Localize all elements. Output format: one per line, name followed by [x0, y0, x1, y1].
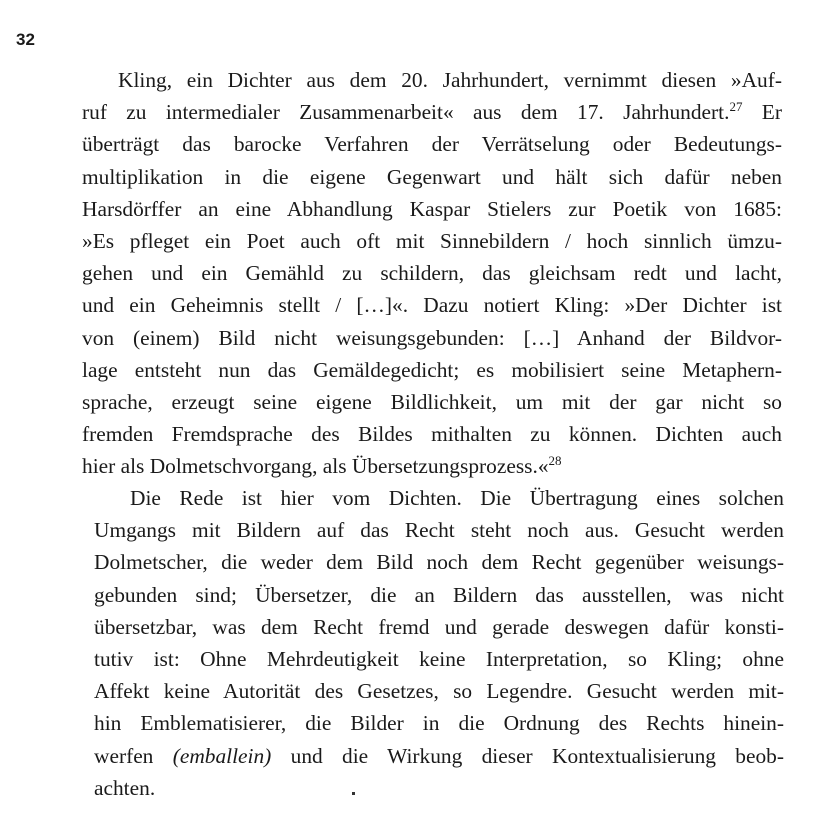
- text-line: Kling, ein Dichter aus dem 20. Jahrhundert, vernimmt diesen »Auf-: [118, 68, 782, 92]
- paragraph-1: [82, 64, 782, 482]
- text-line-tail: Er: [742, 100, 782, 125]
- page-number: 32: [16, 30, 35, 49]
- text-line-content: ruf zu intermedialer Zusammenarbeit« aus dem 17. Jahrhundert.: [82, 100, 730, 125]
- text-line: Affekt keine Autorität des Gesetzes, so Legendre. Gesucht werden mit-: [94, 679, 784, 704]
- paragraph-2: [94, 482, 784, 804]
- text-line: multiplikation in die eigene Gegenwart und hält sich dafür neben: [82, 164, 782, 189]
- text-line: gebunden sind; Übersetzer, die an Bildern das ausstellen, was nicht: [94, 582, 784, 607]
- text-line: hin Emblematisierer, die Bilder in die Ordnung des Rechts hinein-: [94, 711, 784, 736]
- stray-dot: [352, 792, 355, 795]
- text-line: [82, 450, 782, 482]
- text-line: gehen und ein Gemähld zu schildern, das gleichsam redt und lacht,: [82, 261, 782, 286]
- text-line: sprache, erzeugt seine eigene Bildlichkeit, um mit der gar nicht so: [82, 389, 782, 414]
- text-line: [82, 96, 782, 128]
- text-line: und ein Geheimnis stellt / […]«. Dazu notiert Kling: »Der Dichter ist: [82, 293, 782, 318]
- text-line: achten.: [94, 775, 156, 800]
- footnote-marker: 28: [548, 453, 562, 469]
- text-line: »Es pfleget ein Poet auch oft mit Sinnebildern / hoch sinnlich ümzu-: [82, 228, 782, 253]
- text-line-prefix: werfen: [94, 743, 173, 768]
- text-line: tutiv ist: Ohne Mehrdeutigkeit keine Interpretation, so Kling; ohne: [94, 646, 784, 671]
- text-line-content: hier als Dolmetschvorgang, als Übersetzungsprozess.«: [82, 454, 549, 479]
- text-line-content: und die Wirkung dieser Kontextualisierung beob-: [290, 743, 784, 768]
- text-line: fremden Fremdsprache des Bildes mithalten zu können. Dichten auch: [82, 422, 782, 447]
- text-line: Dolmetscher, die weder dem Bild noch dem Recht gegenüber weisungs-: [94, 550, 784, 575]
- text-line: überträgt das barocke Verfahren der Verrätselung oder Bedeutungs-: [82, 132, 782, 157]
- text-line: Die Rede ist hier vom Dichten. Die Übertragung eines solchen: [130, 486, 784, 510]
- footnote-marker: 27: [729, 99, 743, 115]
- text-line: lage entsteht nun das Gemäldegedicht; es mobilisiert seine Metaphern-: [82, 357, 782, 382]
- text-line: Umgangs mit Bildern auf das Recht steht noch aus. Gesucht werden: [94, 518, 784, 543]
- text-line: [94, 740, 784, 772]
- text-line: übersetzbar, was dem Recht fremd und gerade deswegen dafür konsti-: [94, 614, 784, 639]
- text-line: von (einem) Bild nicht weisungsgebunden: […] Anhand der Bildvor-: [82, 325, 782, 350]
- text-line: Harsdörffer an eine Abhandlung Kaspar Stielers zur Poetik von 1685:: [82, 196, 782, 221]
- italic-term: (emballein): [172, 743, 272, 768]
